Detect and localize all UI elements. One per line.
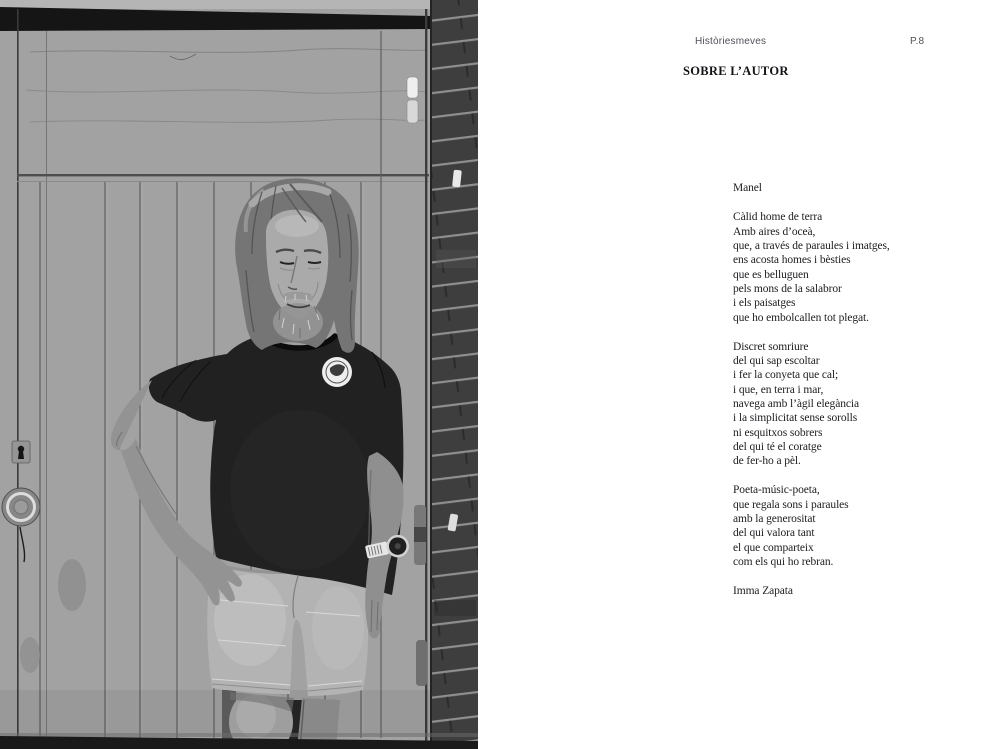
brick-wall (430, 0, 478, 749)
section-title: SOBRE L’AUTOR (683, 64, 789, 78)
poem-line: com els qui ho rebran. (733, 555, 834, 568)
running-header-page-number: P.8 (910, 36, 925, 47)
poem-line: Poeta-músic-poeta, (733, 484, 820, 497)
poem-line: navega amb l’àgil elegància (733, 397, 859, 410)
poem-line: del qui valora tant (733, 527, 815, 540)
poem-dedication: Manel (733, 182, 762, 194)
poem-stanza-3 (733, 483, 890, 569)
poem (733, 181, 890, 598)
ground-strip (0, 733, 478, 749)
poem-line: que, a través de paraules i imatges, (733, 240, 890, 253)
poem-line: ens acosta homes i bèsties (733, 254, 851, 267)
poem-line: Discret somriure (733, 340, 809, 353)
poem-line: que regala sons i paraules (733, 498, 849, 511)
poem-stanza-2 (733, 340, 890, 469)
photo-page (0, 0, 478, 749)
poem-line: de fer-ho a pèl. (733, 455, 801, 468)
poem-line: i els paisatges (733, 297, 796, 310)
author-photo (0, 0, 478, 749)
poem-author: Imma Zapata (733, 584, 793, 597)
poem-line: ni esquitxos sobrers (733, 426, 823, 439)
poem-line: Càlid home de terra (733, 211, 823, 224)
poem-line: el que comparteix (733, 541, 814, 554)
poem-stanza-1 (733, 210, 890, 325)
poem-line: i la simplicitat sense sorolls (733, 412, 858, 425)
poem-line: amb la generositat (733, 512, 816, 525)
text-page (478, 0, 987, 749)
poem-line: pels mons de la salabror (733, 283, 842, 296)
poem-line: que es belluguen (733, 268, 809, 281)
poem-line: i que, en terra i mar, (733, 383, 824, 396)
poem-line: del qui té el coratge (733, 441, 822, 453)
shirt-logo (322, 357, 352, 387)
poem-line: que ho embolcallen tot plegat. (733, 311, 869, 324)
running-header-publication: Històriesmeves (695, 36, 767, 47)
poem-line: i fer la conyeta que cal; (733, 369, 839, 382)
poem-line: del qui sap escoltar (733, 354, 820, 367)
poem-line: Amb aires d’oceà, (733, 225, 816, 238)
